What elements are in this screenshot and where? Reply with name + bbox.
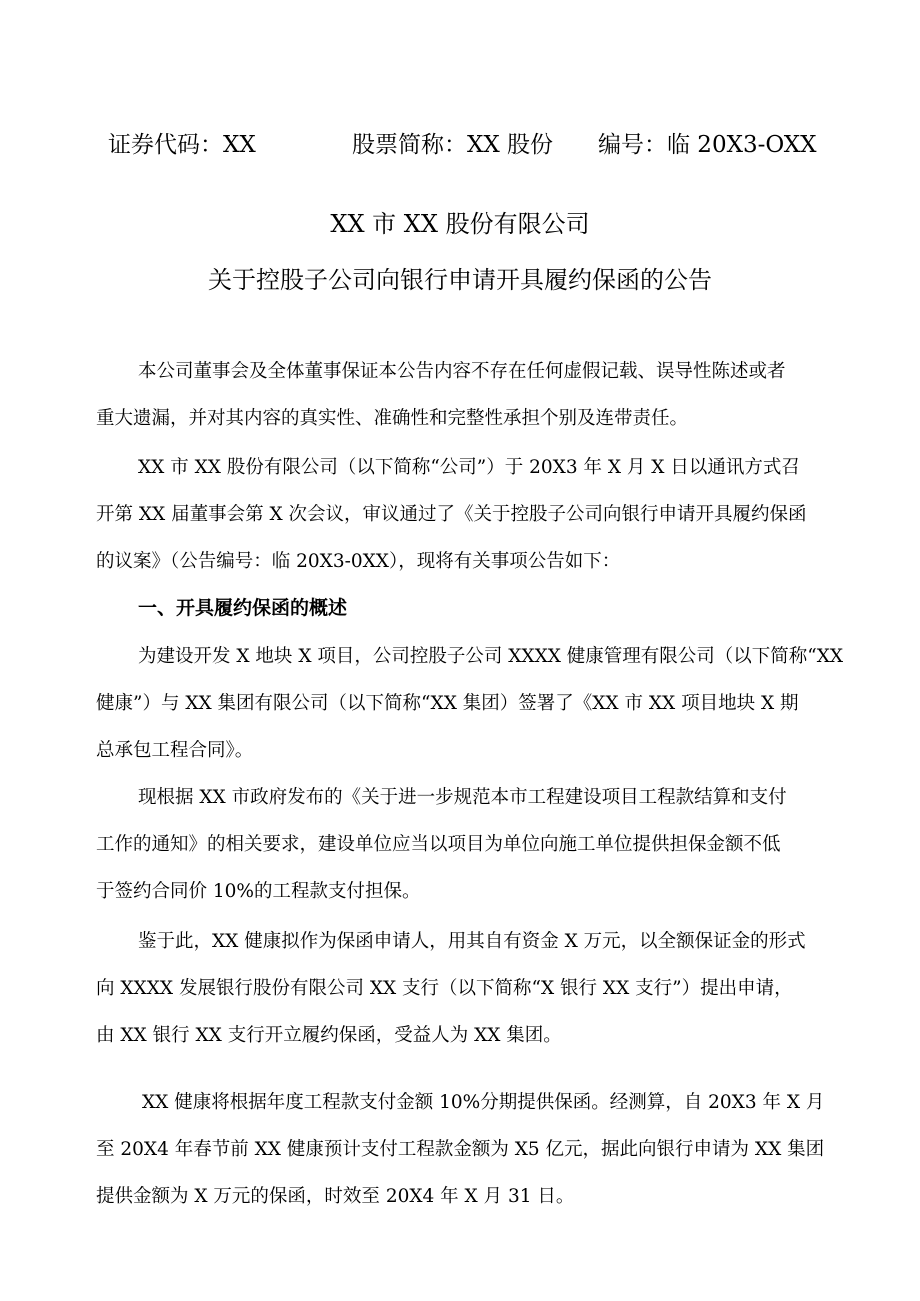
stock-short-name: 股票简称：XX 股份 (352, 132, 554, 158)
paragraph-line: 由 XX 银行 XX 支行开立履约保函，受益人为 XX 集团。 (96, 1025, 562, 1046)
section-heading: 一、开具履约保函的概述 (138, 597, 348, 619)
application-paragraph (96, 918, 841, 1059)
project-paragraph (96, 633, 844, 774)
guarantee-plan-paragraph (96, 1079, 841, 1220)
paragraph-line: XX 健康将根据年度工程款支付金额 10%分期提供保函。经测算，自 20X3 年 X 月 (142, 1092, 825, 1113)
company-name: XX 市 XX 股份有限公司 (330, 210, 590, 238)
paragraph-line: 总承包工程合同》。 (96, 740, 254, 761)
paragraph-line: 至 20X4 年春节前 XX 健康预计支付工程款金额为 X5 亿元，据此向银行申请为 XX 集团 (96, 1139, 825, 1160)
announcement-number: 编号：临 20X3-OXX (598, 132, 817, 158)
intro-paragraph (96, 444, 841, 585)
paragraph-line: 健康”）与 XX 集团有限公司（以下简称“XX 集团）签署了《XX 市 XX 项目地块 X 期 (96, 693, 799, 714)
security-code: 证券代码：XX (108, 132, 256, 158)
paragraph-line: 本公司董事会及全体董事保证本公告内容不存在任何虚假记载、误导性陈述或者 (138, 361, 786, 382)
paragraph-line: 现根据 XX 市政府发布的《关于进一步规范本市工程建设项目工程款结算和支付 (138, 787, 787, 808)
paragraph-line: 重大遗漏，并对其内容的真实性、准确性和完整性承担个别及连带责任。 (96, 408, 689, 429)
paragraph-line: 于签约合同价 10%的工程款支付担保。 (96, 881, 421, 902)
paragraph-line: 工作的通知》的相关要求，建设单位应当以项目为单位向施工单位提供担保金额不低 (96, 834, 781, 855)
paragraph-line: 向 XXXX 发展银行股份有限公司 XX 支行（以下简称“X 银行 XX 支行”）提出申请， (96, 978, 793, 999)
announcement-title: 关于控股子公司向银行申请开具履约保函的公告 (208, 266, 712, 294)
paragraph-line: 开第 XX 届董事会第 X 次会议，审议通过了《关于控股子公司向银行申请开具履约保函 (96, 504, 807, 525)
paragraph-line: 的议案》（公告编号：临 20X3-0XX），现将有关事项公告如下： (96, 551, 621, 572)
board-statement-paragraph (96, 348, 841, 442)
paragraph-line: 提供金额为 X 万元的保函，时效至 20X4 年 X 月 31 日。 (96, 1186, 575, 1207)
paragraph-line: 为建设开发 X 地块 X 项目，公司控股子公司 XXXX 健康管理有限公司（以下简称“XX (138, 646, 844, 667)
policy-paragraph (96, 774, 841, 915)
paragraph-line: 鉴于此，XX 健康拟作为保函申请人，用其自有资金 X 万元，以全额保证金的形式 (138, 931, 806, 952)
paragraph-line: XX 市 XX 股份有限公司（以下简称“公司”）于 20X3 年 X 月 X 日以通讯方式召 (138, 457, 800, 478)
